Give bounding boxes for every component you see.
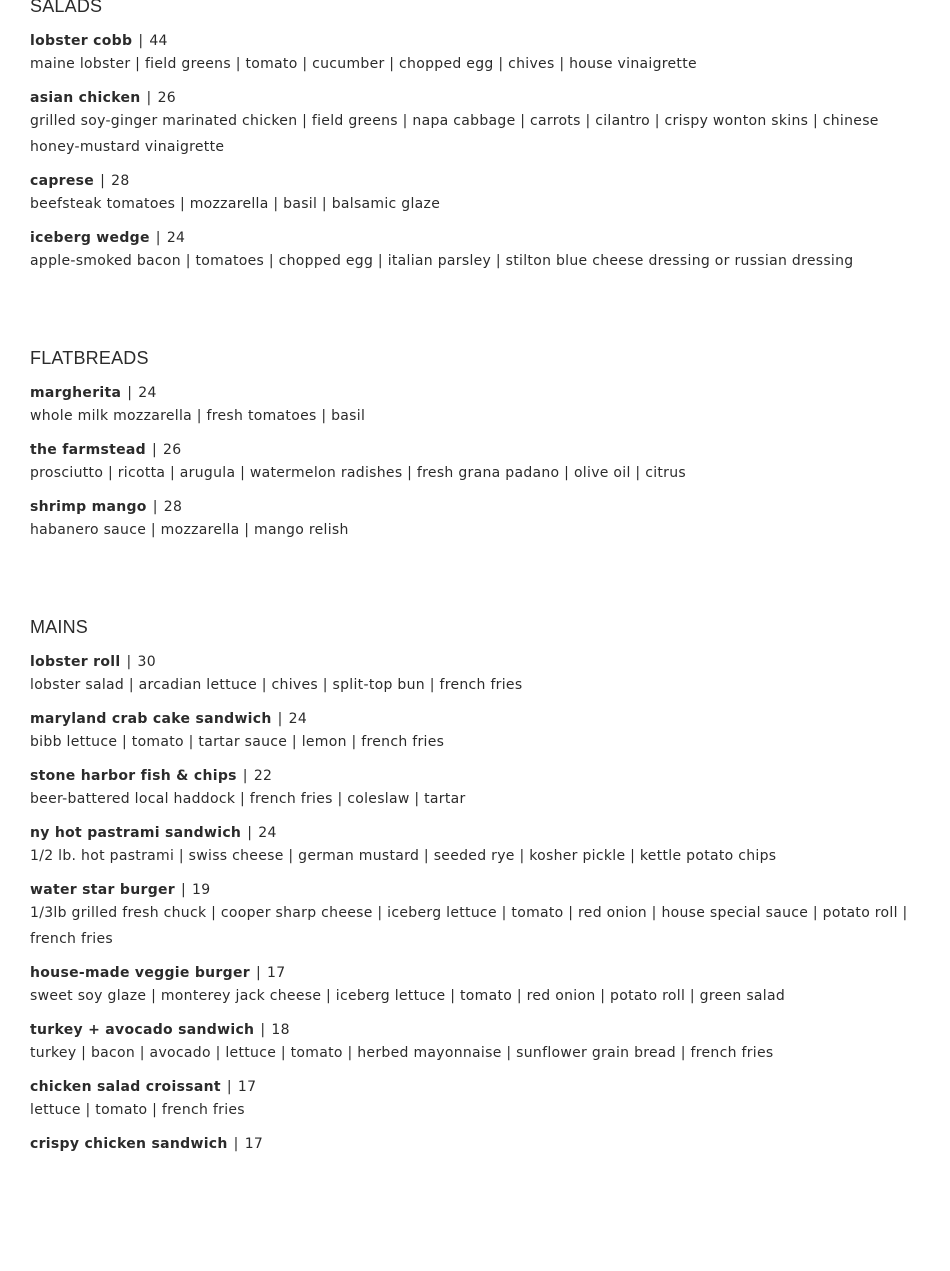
item-name: caprese (30, 173, 95, 189)
item-description: bibb lettuce | tomato | tartar sauce | lemon | french fries (30, 734, 445, 750)
item-price: 44 (149, 33, 168, 49)
item-price: 30 (137, 654, 156, 670)
item-description: 1/3lb grilled fresh chuck | cooper sharp cheese | iceberg lettuce | tomato | red onion | house special sauce | potato roll | french fries (30, 905, 908, 947)
menu-item-house-made-veggie-burger (30, 963, 920, 1009)
menu-item-asian-chicken (30, 88, 920, 160)
menu-item-lobster-cobb (30, 31, 920, 77)
item-name: lobster roll (30, 654, 121, 670)
section-mains (30, 615, 920, 1154)
section-salads (30, 0, 920, 274)
item-price: 24 (288, 711, 308, 727)
item-separator: | (242, 768, 248, 784)
item-name: maryland crab cake sandwich (30, 711, 272, 727)
item-separator: | (138, 33, 144, 49)
menu-item-turkey-avocado-sandwich (30, 1020, 920, 1066)
item-header (30, 440, 920, 460)
item-header (30, 1020, 920, 1040)
item-separator: | (260, 1022, 266, 1038)
item-separator: | (151, 442, 157, 458)
item-separator: | (255, 965, 261, 981)
item-description: whole milk mozzarella | fresh tomatoes | basil (30, 408, 366, 424)
item-name: asian chicken (30, 90, 141, 106)
item-description: prosciutto | ricotta | arugula | watermelon radishes | fresh grana padano | olive oil | citrus (30, 465, 686, 481)
menu-item-the-farmstead (30, 440, 920, 486)
item-description: 1/2 lb. hot pastrami | swiss cheese | german mustard | seeded rye | kosher pickle | kettle potato chips (30, 848, 777, 864)
menu-item-caprese (30, 171, 920, 217)
item-separator: | (181, 882, 187, 898)
item-description: sweet soy glaze | monterey jack cheese | iceberg lettuce | tomato | red onion | potato roll | green salad (30, 988, 786, 1004)
menu-item-stone-harbor-fish-chips (30, 766, 920, 812)
item-separator: | (233, 1136, 239, 1152)
item-price: 17 (267, 965, 286, 981)
menu-item-lobster-roll (30, 652, 920, 698)
item-name: ny hot pastrami sandwich (30, 825, 242, 841)
item-name: lobster cobb (30, 33, 133, 49)
item-price: 17 (244, 1136, 264, 1152)
item-header (30, 823, 920, 843)
item-price: 19 (192, 882, 211, 898)
item-name: margherita (30, 385, 122, 401)
item-description: lobster salad | arcadian lettuce | chives | split-top bun | french fries (30, 677, 523, 693)
item-separator: | (247, 825, 253, 841)
item-header (30, 709, 920, 729)
item-name: turkey + avocado sandwich (30, 1022, 255, 1038)
item-name: crispy chicken sandwich (30, 1136, 228, 1152)
item-header (30, 880, 920, 900)
item-header (30, 171, 920, 191)
item-header (30, 88, 920, 108)
item-description: lettuce | tomato | french fries (30, 1102, 245, 1118)
item-price: 26 (157, 90, 176, 106)
section-title: MAINS (30, 617, 89, 637)
item-price: 24 (138, 385, 157, 401)
item-separator: | (277, 711, 283, 727)
item-description: grilled soy-ginger marinated chicken | field greens | napa cabbage | carrots | cilantro | crispy wonton skins | chinese honey-mustard vinaigrette (30, 113, 879, 155)
item-name: house-made veggie burger (30, 965, 250, 981)
item-separator: | (100, 173, 106, 189)
item-price: 17 (237, 1079, 257, 1095)
item-name: the farmstead (30, 442, 146, 458)
item-header (30, 31, 920, 51)
item-price: 22 (253, 768, 273, 784)
menu (30, 0, 920, 1154)
item-name: iceberg wedge (30, 230, 150, 246)
section-flatbreads (30, 346, 920, 543)
item-header (30, 766, 920, 786)
item-header (30, 383, 920, 403)
item-description: beer-battered local haddock | french fries | coleslaw | tartar (30, 791, 466, 807)
menu-item-margherita (30, 383, 920, 429)
item-separator: | (127, 385, 133, 401)
item-separator: | (126, 654, 132, 670)
item-name: chicken salad croissant (30, 1079, 221, 1095)
menu-item-maryland-crab-cake-sandwich (30, 709, 920, 755)
section-title: SALADS (30, 0, 103, 16)
item-separator: | (155, 230, 161, 246)
item-name: shrimp mango (30, 499, 147, 515)
item-price: 26 (162, 442, 182, 458)
item-price: 18 (271, 1022, 290, 1038)
item-header (30, 1077, 920, 1097)
item-description: habanero sauce | mozzarella | mango relish (30, 522, 349, 538)
menu-item-chicken-salad-croissant (30, 1077, 920, 1123)
item-separator: | (226, 1079, 232, 1095)
item-header (30, 963, 920, 983)
item-price: 24 (258, 825, 277, 841)
item-header (30, 497, 920, 517)
menu-item-iceberg-wedge (30, 228, 920, 274)
item-description: maine lobster | field greens | tomato | cucumber | chopped egg | chives | house vinaigrette (30, 56, 697, 72)
item-description: apple-smoked bacon | tomatoes | chopped egg | italian parsley | stilton blue cheese dressing or russian dressing (30, 253, 854, 269)
menu-item-shrimp-mango (30, 497, 920, 543)
item-description: turkey | bacon | avocado | lettuce | tomato | herbed mayonnaise | sunflower grain bread | french fries (30, 1045, 774, 1061)
menu-item-crispy-chicken-sandwich (30, 1134, 920, 1154)
item-name: water star burger (30, 882, 176, 898)
item-header (30, 1134, 920, 1154)
menu-item-ny-hot-pastrami-sandwich (30, 823, 920, 869)
item-header (30, 228, 920, 248)
item-price: 24 (166, 230, 186, 246)
item-separator: | (152, 499, 158, 515)
menu-item-water-star-burger (30, 880, 920, 952)
item-price: 28 (163, 499, 183, 515)
item-price: 28 (111, 173, 130, 189)
section-title: FLATBREADS (30, 348, 149, 368)
item-name: stone harbor fish & chips (30, 768, 237, 784)
item-description: beefsteak tomatoes | mozzarella | basil | balsamic glaze (30, 196, 441, 212)
item-separator: | (146, 90, 152, 106)
item-header (30, 652, 920, 672)
